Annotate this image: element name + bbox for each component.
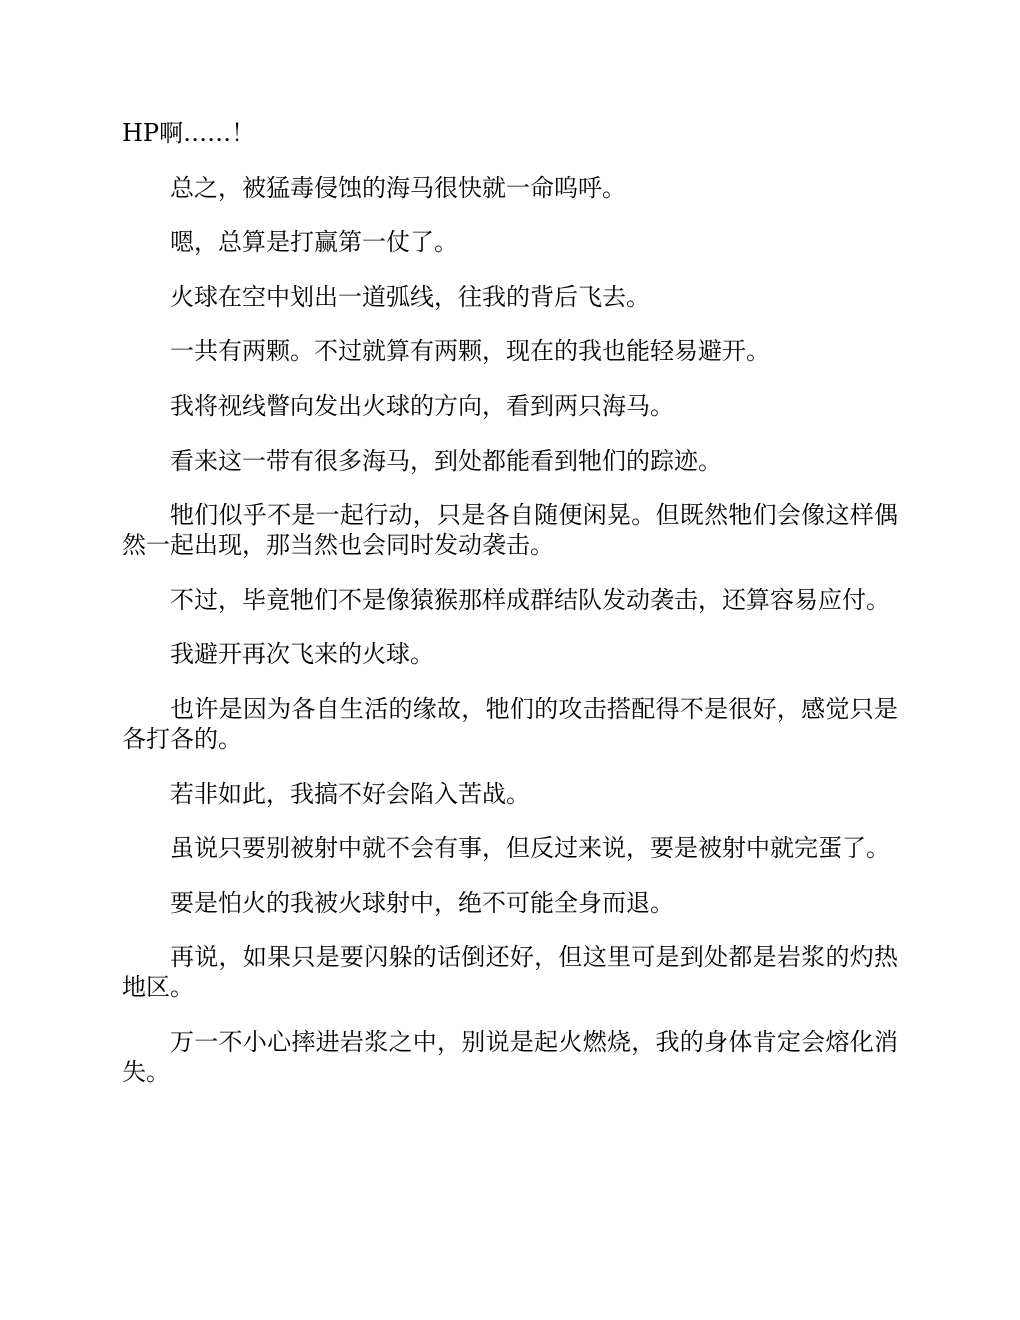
paragraph: 若非如此，我搞不好会陷入苦战。 <box>170 779 530 808</box>
paragraph: HP啊……！ <box>122 119 256 147</box>
paragraph: 嗯，总算是打赢第一仗了。 <box>170 228 458 257</box>
paragraph: 也许是因为各自生活的缘故，牠们的攻击搭配得不是很好，感觉只是各打各的。 <box>122 694 898 753</box>
paragraph: 火球在空中划出一道弧线，往我的背后飞去。 <box>170 282 650 311</box>
paragraph: 我避开再次飞来的火球。 <box>170 640 434 669</box>
paragraph: 我将视线瞥向发出火球的方向，看到两只海马。 <box>170 391 674 420</box>
paragraph: 不过，毕竟牠们不是像猿猴那样成群结队发动袭击，还算容易应付。 <box>170 585 890 614</box>
paragraph: 一共有两颗。不过就算有两颗，现在的我也能轻易避开。 <box>170 337 770 366</box>
paragraph: 要是怕火的我被火球射中，绝不可能全身而退。 <box>170 888 674 917</box>
paragraph: 看来这一带有很多海马，到处都能看到牠们的踪迹。 <box>170 446 722 475</box>
paragraph: 牠们似乎不是一起行动，只是各自随便闲晃。但既然牠们会像这样偶然一起出现，那当然也会同时发动袭击。 <box>122 501 898 560</box>
document-page <box>122 118 898 1112</box>
paragraph: 虽说只要别被射中就不会有事，但反过来说，要是被射中就完蛋了。 <box>170 834 890 863</box>
paragraph: 总之，被猛毒侵蚀的海马很快就一命呜呼。 <box>170 173 626 202</box>
paragraph: 再说，如果只是要闪躲的话倒还好，但这里可是到处都是岩浆的灼热地区。 <box>122 943 898 1002</box>
paragraph: 万一不小心摔进岩浆之中，别说是起火燃烧，我的身体肯定会熔化消失。 <box>122 1027 898 1086</box>
